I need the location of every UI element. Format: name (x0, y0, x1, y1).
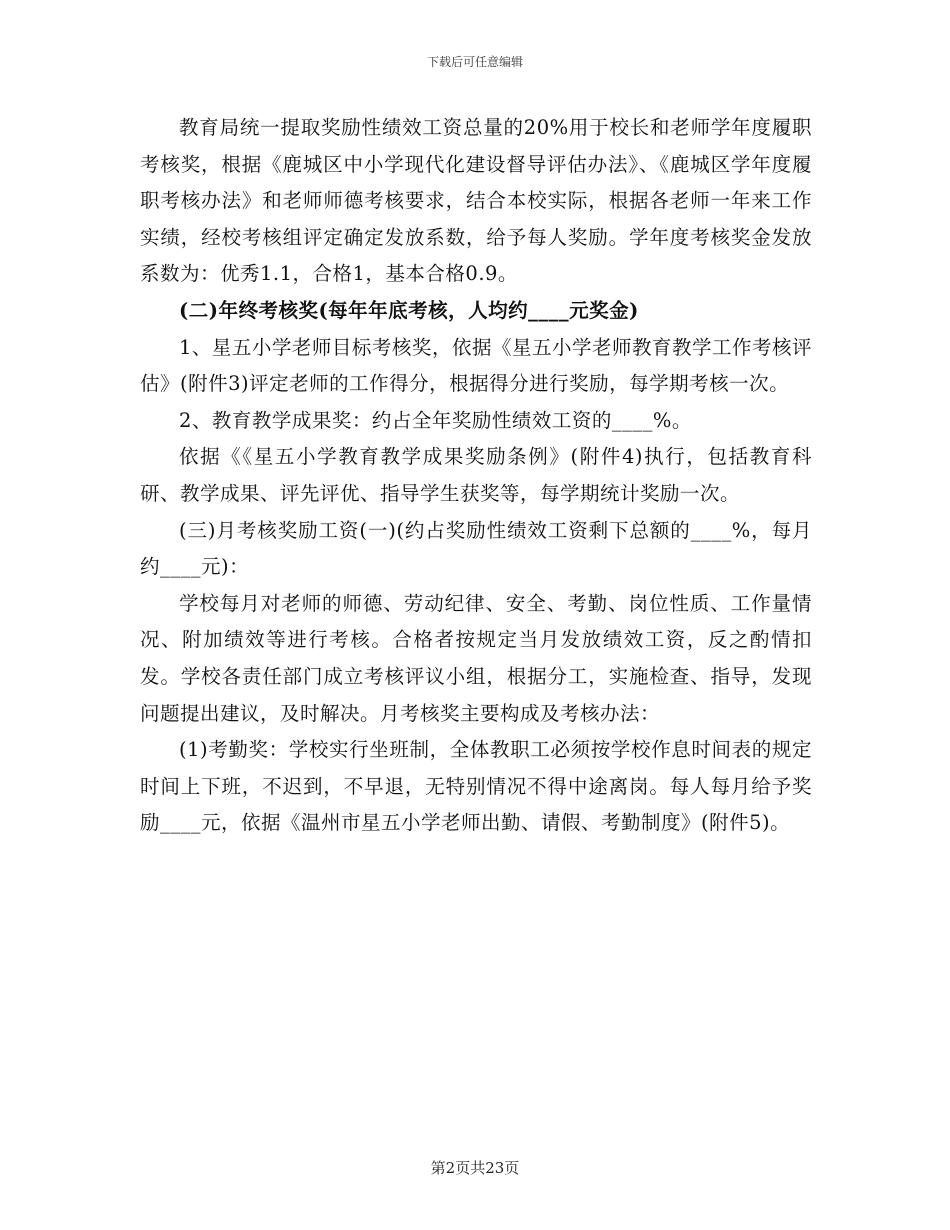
page-number: 第2页共23页 (430, 1159, 520, 1177)
page-header: 下载后可任意编辑 (426, 55, 523, 69)
paragraph-monthly-assessment: 学校每月对老师的师德、劳动纪律、安全、考勤、岗位性质、工作量情况、附加绩效等进行考核。合格者按规定当月发放绩效工资，反之酌情扣发。学校各责任部门成立考核评议小组，根据分工，实施检查、指导，发现问题提出建议，及时解决。月考核奖主要构成及考核办法： (140, 591, 812, 725)
paragraph-target-assessment: 1、星五小学老师目标考核奖，依据《星五小学老师教育教学工作考核评估》(附件3)评定老师的工作得分，根据得分进行奖励，每学期考核一次。 (140, 335, 812, 396)
document-body (140, 110, 812, 842)
paragraph-attendance-award: (1)考勤奖：学校实行坐班制，全体教职工必须按学校作息时间表的规定时间上下班，不迟到，不早退，无特别情况不得中途离岗。每人每月给予奖励____元，依据《温州市星五小学老师出勤、请假、考勤制度》(附件5)。 (140, 738, 812, 835)
paragraph-achievement-basis: 依据《《星五小学教育教学成果奖励条例》(附件4)执行，包括教育科研、教学成果、评先评优、指导学生获奖等，每学期统计奖励一次。 (140, 445, 812, 505)
heading-year-end-award: (二)年终考核奖(每年年底考核，人均约____元奖金) (179, 298, 639, 322)
paragraph-annual-assessment: 教育局统一提取奖励性绩效工资总量的20%用于校长和老师学年度履职考核奖，根据《鹿城区中小学现代化建设督导评估办法》、《鹿城区学年度履职考核办法》和老师师德考核要求，结合本校实际，根据各老师一年来工作实绩，经校考核组评定确定发放系数，给予每人奖励。学年度考核奖金发放系数为：优秀1.1，合格1，基本合格0.9。 (140, 116, 812, 286)
heading-monthly-award: (三)月考核奖励工资(一)(约占奖励性绩效工资剩下总额的____%，每月约____元)： (140, 518, 812, 579)
paragraph-teaching-achievement: 2、教育教学成果奖：约占全年奖励性绩效工资的____%。 (179, 408, 692, 432)
